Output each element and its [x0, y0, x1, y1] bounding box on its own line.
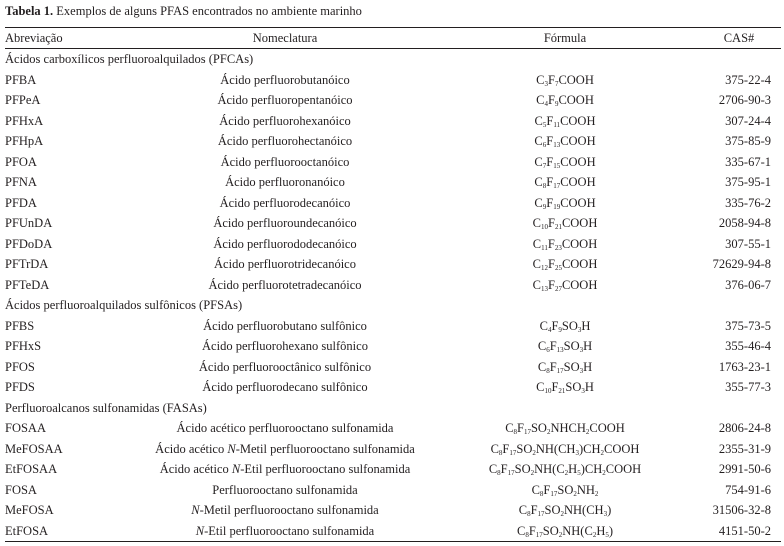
- formula-subscript: 15: [553, 161, 561, 170]
- table-row: [5, 316, 781, 337]
- table-row: [5, 213, 781, 234]
- header-formula: Fórmula: [465, 28, 665, 49]
- formula-text: SO: [563, 359, 580, 374]
- cell-formula: [465, 275, 665, 296]
- formula-subscript: 3: [579, 366, 584, 375]
- formula-text: NH(C: [562, 523, 593, 538]
- formula-text: F: [546, 175, 554, 189]
- formula-text: F: [547, 257, 555, 271]
- formula-subscript: 17: [535, 530, 543, 539]
- formula-subscript: 17: [509, 448, 517, 457]
- formula-subscript: 13: [540, 284, 548, 293]
- formula-subscript: 17: [523, 428, 531, 436]
- section-row: [5, 295, 781, 316]
- formula-text: F: [528, 523, 536, 538]
- formula-text: C: [537, 339, 547, 353]
- formula-text: F: [549, 359, 557, 374]
- header-nomenclature: Nomeclatura: [105, 28, 465, 49]
- formula-subscript: 13: [553, 141, 561, 149]
- formula-subscript: 3: [575, 448, 579, 457]
- cell-nomenclature: [105, 459, 465, 480]
- cell-abbreviation: FOSAA: [5, 421, 46, 435]
- formula-text: C: [516, 523, 526, 538]
- formula-text: F: [547, 236, 555, 251]
- table-row: [5, 336, 781, 357]
- formula-subscript: 17: [550, 489, 558, 498]
- formula-text: F: [547, 277, 555, 292]
- formula-subscript: 2: [602, 469, 606, 477]
- formula-subscript: 3: [577, 325, 582, 334]
- cell-nomenclature: Ácido perfluorodecano sulfônico: [202, 380, 368, 394]
- formula-text: C: [534, 154, 543, 169]
- formula-subscript: 8: [527, 510, 531, 518]
- formula-text: C: [490, 441, 499, 456]
- formula-subscript: 27: [554, 284, 562, 293]
- formula-text: C: [536, 72, 545, 87]
- formula-text: F: [500, 462, 508, 476]
- header-abbreviation: Abreviação: [5, 28, 105, 49]
- cell-cas: 31506-32-8: [712, 503, 771, 517]
- caption-text: Exemplos de alguns PFAS encontrados no ambiente marinho: [53, 4, 362, 18]
- cell-formula: [465, 90, 665, 111]
- table-row: [5, 418, 781, 439]
- table-row: [5, 377, 781, 398]
- nomenclature-text: -Metil perfluorooctano sulfonamida: [235, 441, 415, 456]
- table-row: [5, 459, 781, 480]
- formula-subscript: 2: [585, 428, 590, 436]
- table-row: [5, 234, 781, 255]
- formula-text: COOH: [603, 441, 640, 456]
- formula-subscript: 21: [554, 223, 562, 231]
- cell-formula: [465, 193, 665, 214]
- cell-abbreviation: PFBA: [5, 72, 37, 87]
- formula-text: F: [546, 195, 554, 210]
- cell-abbreviation: PFTeDA: [5, 277, 50, 292]
- section-title: Ácidos carboxílicos perfluoroalquilados (PFCAs): [5, 52, 254, 66]
- formula-subscript: 12: [540, 264, 548, 272]
- cell-nomenclature: [105, 521, 465, 542]
- cell-nomenclature: Ácido perfluoroundecanóico: [213, 216, 357, 230]
- formula-subscript: 8: [498, 448, 503, 457]
- formula-text: F: [502, 441, 510, 456]
- cell-abbreviation: PFTrDA: [5, 257, 49, 271]
- formula-subscript: 2: [558, 530, 563, 539]
- formula-subscript: 2: [594, 489, 599, 498]
- formula-text: H: [584, 380, 594, 394]
- formula-text: NH(CH: [564, 503, 604, 517]
- formula-subscript: 3: [581, 387, 585, 395]
- formula-subscript: 5: [577, 469, 581, 477]
- cell-formula: [465, 213, 665, 234]
- cell-formula: [465, 152, 665, 173]
- formula-text: COOH: [560, 113, 596, 128]
- cell-nomenclature: Ácido perfluorooctânico sulfônico: [198, 359, 372, 374]
- cell-abbreviation: PFHpA: [5, 134, 44, 148]
- table-row: [5, 500, 781, 521]
- formula-subscript: 17: [556, 366, 564, 375]
- table-row: [5, 254, 781, 275]
- cell-cas: 2706-90-3: [718, 93, 771, 107]
- cell-nomenclature: Ácido perfluoropentanóico: [217, 93, 353, 107]
- table-row: [5, 275, 781, 296]
- cell-abbreviation: MeFOSA: [5, 503, 54, 517]
- cell-formula: [465, 439, 665, 460]
- formula-text: COOH: [561, 277, 598, 292]
- formula-text: H: [583, 339, 593, 353]
- formula-text: SO: [557, 482, 574, 497]
- formula-text: C: [532, 257, 541, 271]
- formula-subscript: 8: [539, 489, 544, 498]
- cell-abbreviation: PFOS: [5, 359, 35, 374]
- formula-text: F: [547, 216, 555, 230]
- cell-cas: 754-91-6: [725, 482, 771, 497]
- cell-abbreviation: PFDS: [5, 380, 35, 394]
- header-cas: CAS#: [665, 28, 781, 49]
- formula-subscript: 2: [592, 530, 597, 539]
- formula-text: COOH: [561, 236, 598, 251]
- cell-formula: [465, 316, 665, 337]
- cell-abbreviation: EtFOSAA: [5, 462, 58, 476]
- cell-nomenclature: Ácido perfluorobutano sulfônico: [203, 318, 367, 333]
- cell-cas: 335-76-2: [725, 195, 771, 210]
- formula-text: COOH: [560, 175, 596, 189]
- cell-formula: [465, 254, 665, 275]
- formula-text: F: [546, 134, 554, 148]
- section-row: [5, 49, 781, 70]
- cell-formula: [465, 500, 665, 521]
- section-title: Ácidos perfluoroalquilados sulfônicos (PFSAs): [5, 298, 243, 312]
- formula-subscript: 2: [573, 489, 577, 498]
- formula-text: COOH: [561, 257, 598, 271]
- formula-subscript: 17: [537, 510, 545, 518]
- cell-abbreviation: PFDoDA: [5, 236, 53, 251]
- formula-text: C: [532, 277, 541, 292]
- formula-text: C: [505, 421, 514, 435]
- cell-abbreviation: PFUnDA: [5, 216, 53, 230]
- formula-subscript: 2: [560, 510, 564, 518]
- cell-cas: 375-95-1: [725, 175, 771, 189]
- cell-nomenclature: Ácido perfluorohexanóico: [219, 113, 351, 128]
- table-caption: [5, 3, 362, 19]
- nomenclature-text: Ácido acético: [155, 441, 228, 456]
- formula-text: COOH: [605, 462, 642, 476]
- cell-cas: 307-24-4: [725, 113, 771, 128]
- formula-subscript: 23: [554, 243, 562, 252]
- cell-nomenclature: Ácido perfluorotetradecanóico: [208, 277, 362, 292]
- nomenclature-text: -Etil perfluorooctano sulfonamida: [240, 462, 411, 476]
- formula-subscript: 13: [556, 346, 564, 354]
- cell-nomenclature: Ácido perfluorohectanóico: [217, 134, 353, 148]
- cell-nomenclature: Ácido perfluorohexano sulfônico: [202, 339, 368, 353]
- cell-formula: [465, 172, 665, 193]
- formula-text: F: [547, 93, 555, 107]
- cell-formula: [465, 234, 665, 255]
- nomenclature-text: Ácido acético: [159, 462, 232, 476]
- table-row: [5, 439, 781, 460]
- formula-subscript: 3: [544, 79, 548, 88]
- cell-abbreviation: PFDA: [5, 195, 37, 210]
- table-row: [5, 521, 781, 542]
- cell-cas: 1763-23-1: [718, 359, 771, 374]
- table-row: [5, 111, 781, 132]
- formula-text: C: [531, 482, 540, 497]
- cell-nomenclature: Ácido perfluoronanóico: [225, 175, 345, 189]
- cell-abbreviation: EtFOSA: [5, 521, 105, 542]
- caption-label: Tabela 1.: [5, 4, 54, 18]
- formula-subscript: 7: [554, 79, 559, 88]
- formula-subscript: 6: [542, 141, 547, 149]
- formula-text: COOH: [558, 72, 594, 87]
- formula-text: F: [543, 482, 551, 497]
- cell-nomenclature: Ácido perfluorododecanóico: [213, 236, 357, 251]
- formula-subscript: 5: [542, 120, 547, 129]
- formula-text: F: [546, 154, 554, 169]
- formula-subscript: 25: [554, 264, 562, 272]
- cell-abbreviation: PFHxS: [5, 339, 42, 353]
- formula-subscript: 2: [532, 448, 536, 457]
- formula-text: F: [551, 318, 559, 333]
- formula-text: C: [539, 318, 548, 333]
- formula-text: F: [546, 113, 554, 128]
- cell-cas: 4151-50-2: [665, 521, 781, 542]
- formula-subscript: 10: [540, 223, 548, 231]
- formula-text: C: [534, 195, 543, 210]
- formula-subscript: 2: [546, 428, 551, 436]
- cell-cas: 376-06-7: [725, 277, 771, 292]
- table-row: [5, 172, 781, 193]
- cell-cas: 2355-31-9: [718, 441, 771, 456]
- cell-nomenclature: [105, 500, 465, 521]
- cell-cas: 2058-94-8: [718, 216, 771, 230]
- table-body: [5, 49, 781, 542]
- formula-text: COOH: [561, 216, 598, 230]
- cell-abbreviation: MeFOSAA: [5, 441, 63, 456]
- formula-text: COOH: [589, 421, 625, 435]
- formula-text: F: [551, 380, 559, 394]
- cell-formula: [465, 70, 665, 91]
- formula-subscript: 3: [603, 510, 608, 518]
- formula-subscript: 8: [513, 428, 518, 436]
- formula-subscript: 21: [558, 387, 566, 395]
- formula-text: C: [532, 216, 541, 230]
- cell-cas: 72629-94-8: [712, 257, 771, 271]
- formula-text: SO: [530, 421, 547, 435]
- formula-subscript: 8: [542, 182, 547, 190]
- cell-nomenclature: Ácido acético perfluorooctano sulfonamida: [176, 421, 394, 435]
- table-row: [5, 131, 781, 152]
- cell-cas: 375-22-4: [725, 72, 771, 87]
- formula-text: ): [607, 503, 612, 517]
- formula-subscript: 2: [600, 448, 604, 457]
- formula-text: )CH: [580, 462, 603, 476]
- formula-text: COOH: [560, 134, 596, 148]
- cell-cas: 355-46-4: [725, 339, 771, 353]
- cell-abbreviation: PFHxA: [5, 113, 44, 128]
- table-row: [5, 90, 781, 111]
- formula-subscript: 5: [605, 530, 609, 539]
- formula-text: F: [547, 72, 555, 87]
- cell-cas: 2991-50-6: [718, 462, 771, 476]
- formula-text: NH(CH: [535, 441, 576, 456]
- cell-formula: [465, 336, 665, 357]
- formula-text: SO: [563, 339, 580, 353]
- cell-formula: [465, 357, 665, 378]
- cell-abbreviation: PFNA: [5, 175, 37, 189]
- formula-subscript: 6: [546, 346, 550, 354]
- formula-subscript: 11: [553, 120, 561, 129]
- formula-subscript: 9: [558, 325, 562, 334]
- formula-subscript: 9: [542, 202, 547, 211]
- cell-cas: 2806-24-8: [718, 421, 771, 435]
- formula-text: F: [549, 339, 557, 353]
- table-row: [5, 357, 781, 378]
- formula-subscript: 8: [525, 530, 529, 539]
- table-row: [5, 193, 781, 214]
- formula-text: C: [518, 503, 528, 517]
- cell-nomenclature: Ácido perfluorooctanóico: [220, 154, 350, 169]
- formula-subscript: 10: [544, 387, 552, 395]
- formula-subscript: 9: [554, 100, 559, 108]
- formula-subscript: 8: [497, 469, 501, 477]
- formula-subscript: 3: [579, 346, 584, 354]
- formula-text: F: [530, 503, 538, 517]
- header-row: [5, 28, 781, 49]
- table-row: [5, 480, 781, 501]
- formula-text: COOH: [558, 93, 594, 107]
- cell-nomenclature: Ácido perfluorodecanóico: [219, 195, 351, 210]
- formula-subscript: 11: [541, 243, 548, 252]
- formula-text: SO: [561, 318, 578, 333]
- formula-subscript: 4: [547, 325, 552, 334]
- formula-text: H: [583, 359, 593, 374]
- formula-text: H: [581, 318, 591, 333]
- formula-text: C: [534, 113, 543, 128]
- nomenclature-text: -Etil perfluorooctano sulfonamida: [204, 523, 375, 538]
- nomenclature-italic: N: [227, 441, 236, 456]
- formula-subscript: 17: [507, 469, 515, 477]
- formula-text: C: [536, 93, 545, 107]
- pfas-table: [5, 27, 781, 542]
- nomenclature-italic: N: [191, 503, 200, 517]
- formula-text: NH: [576, 482, 595, 497]
- cell-nomenclature: Ácido perfluorotridecanóico: [214, 257, 356, 271]
- formula-text: COOH: [560, 154, 596, 169]
- formula-subscript: 7: [542, 161, 547, 170]
- formula-text: NHCH: [550, 421, 586, 435]
- formula-subscript: 4: [544, 100, 548, 108]
- cell-formula: [465, 480, 665, 501]
- formula-text: C: [534, 175, 543, 189]
- section-row: [5, 398, 781, 419]
- cell-abbreviation: PFOA: [5, 154, 37, 169]
- cell-cas: 307-55-1: [725, 236, 771, 251]
- formula-text: SO: [514, 462, 531, 476]
- section-title: Perfluoroalcanos sulfonamidas (FASAs): [5, 400, 207, 415]
- cell-formula: [465, 459, 665, 480]
- cell-cas: 335-67-1: [725, 154, 771, 169]
- nomenclature-italic: N: [195, 523, 205, 538]
- formula-text: SO: [516, 441, 533, 456]
- cell-abbreviation: PFPeA: [5, 93, 41, 107]
- cell-formula: [465, 418, 665, 439]
- formula-subscript: 2: [564, 469, 569, 477]
- cell-formula: [465, 111, 665, 132]
- formula-text: SO: [565, 380, 582, 394]
- formula-subscript: 17: [553, 182, 561, 190]
- formula-text: SO: [544, 503, 561, 517]
- formula-text: C: [488, 462, 498, 476]
- cell-nomenclature: [105, 439, 465, 460]
- formula-subscript: 8: [546, 366, 550, 375]
- cell-cas: 375-85-9: [725, 134, 771, 148]
- nomenclature-text: -Metil perfluorooctano sulfonamida: [199, 503, 379, 517]
- cell-formula: [465, 521, 665, 542]
- formula-text: COOH: [560, 195, 596, 210]
- formula-subscript: 19: [553, 202, 561, 211]
- formula-text: C: [536, 380, 545, 394]
- formula-text: H: [568, 462, 578, 476]
- formula-text: H: [596, 523, 606, 538]
- cell-abbreviation: PFBS: [5, 318, 35, 333]
- formula-text: C: [532, 236, 542, 251]
- cell-nomenclature: Ácido perfluorobutanóico: [220, 72, 350, 87]
- formula-text: C: [534, 134, 543, 148]
- formula-text: F: [517, 421, 524, 435]
- formula-text: SO: [542, 523, 559, 538]
- cell-cas: 355-77-3: [725, 380, 771, 394]
- cell-formula: [465, 377, 665, 398]
- formula-text: )CH: [578, 441, 601, 456]
- table-row: [5, 152, 781, 173]
- formula-text: ): [608, 523, 614, 538]
- cell-formula: [465, 131, 665, 152]
- cell-cas: 375-73-5: [725, 318, 771, 333]
- cell-abbreviation: FOSA: [5, 482, 37, 497]
- table-row: [5, 70, 781, 91]
- cell-nomenclature: Perfluorooctano sulfonamida: [212, 482, 358, 497]
- formula-text: C: [537, 359, 547, 374]
- formula-text: NH(C: [534, 462, 565, 476]
- formula-subscript: 2: [530, 469, 535, 477]
- nomenclature-italic: N: [231, 462, 241, 476]
